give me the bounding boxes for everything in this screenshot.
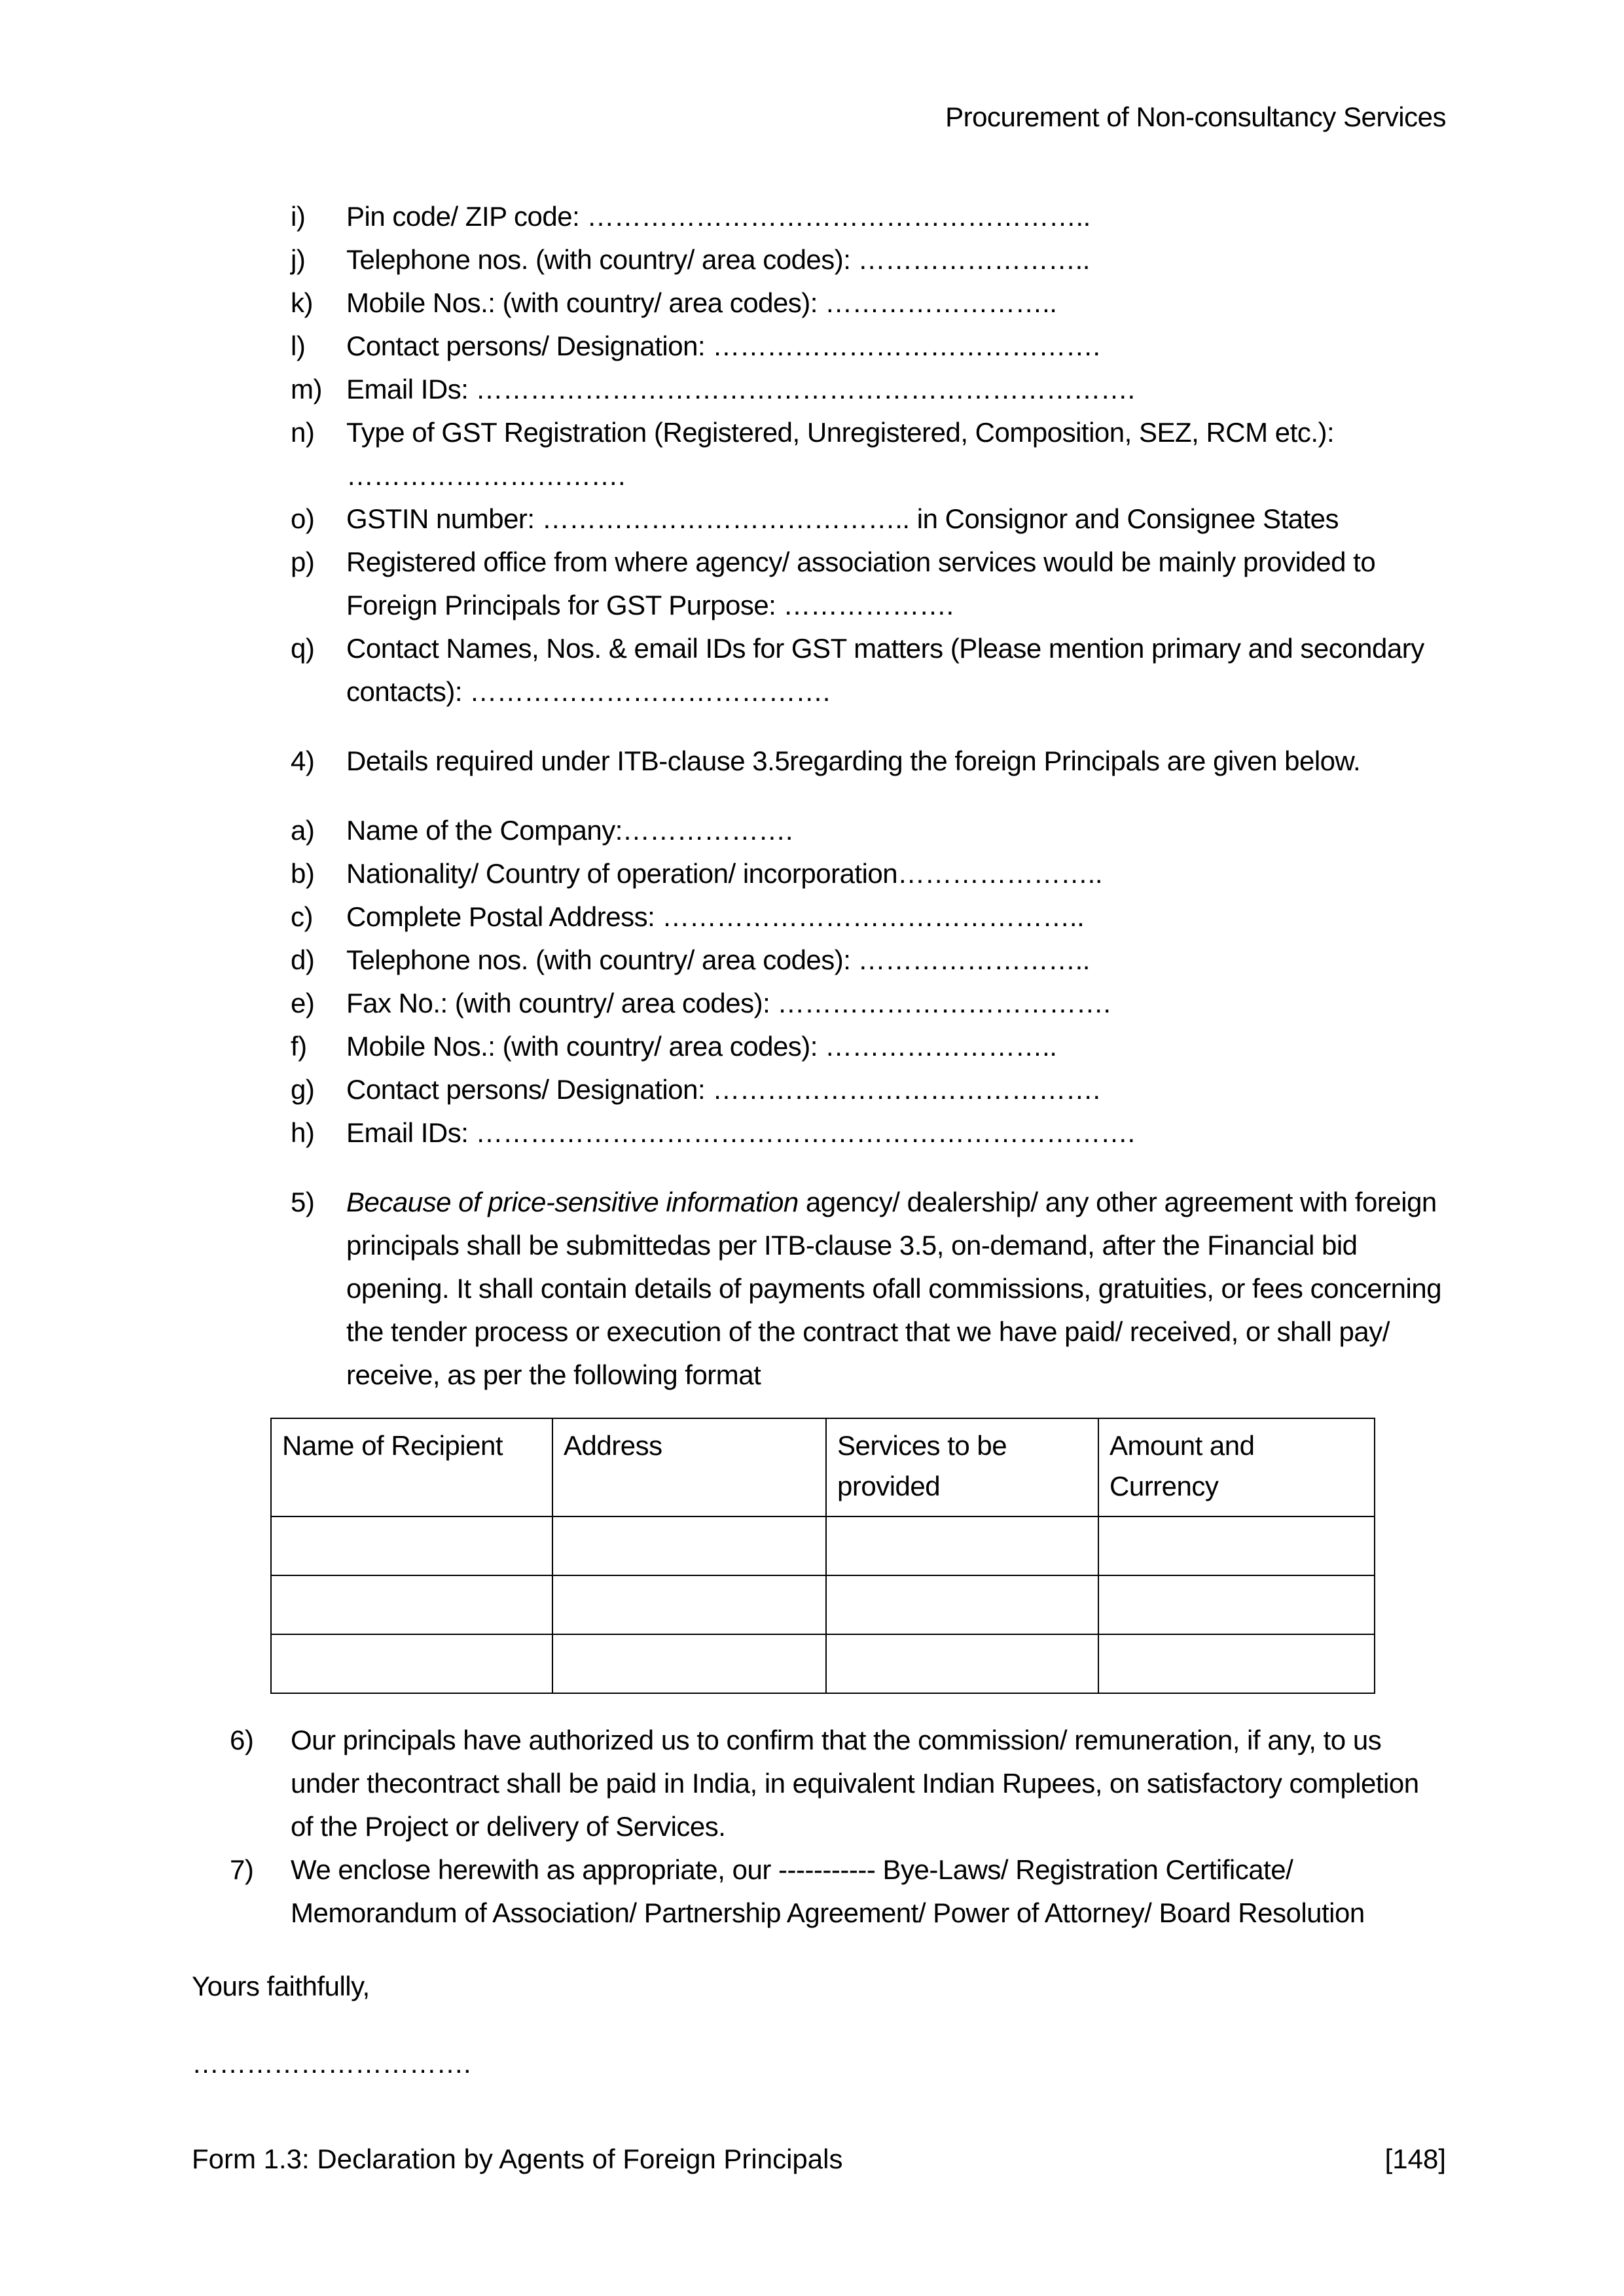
list-item-text: GSTIN number: ………………………………….. in Consignor and Consignee States [346, 503, 1339, 534]
commissions-table [270, 1418, 1375, 1694]
table-header-cell: Name of Recipient [271, 1418, 552, 1516]
gst-item-i [192, 195, 1446, 238]
list-item-text: Mobile Nos.: (with country/ area codes): …………………….. [346, 1031, 1057, 1062]
list-item-label: e) [291, 988, 315, 1018]
list-item-label: p) [291, 547, 315, 577]
list-item-text: Registered office from where agency/ association services would be mainly provided to Foreign Principals for GST Purpose: ………………. [346, 547, 1376, 620]
list-item-text [346, 411, 1446, 497]
list-item-text: Name of the Company:………………. [346, 815, 793, 846]
list-item-label: d) [291, 944, 315, 975]
table-cell [1098, 1516, 1375, 1575]
footer-form-title: Form 1.3: Declaration by Agents of Foreign Principals [192, 2144, 843, 2174]
gst-item-p [192, 541, 1446, 627]
list-item-text: Mobile Nos.: (with country/ area codes): …………………….. [346, 287, 1057, 318]
list-item-text: Telephone nos. (with country/ area codes): …………………….. [346, 244, 1090, 275]
list-item-label: j) [291, 244, 306, 275]
table-cell [1098, 1575, 1375, 1634]
gst-item-o [192, 497, 1446, 541]
principal-item-c [192, 895, 1446, 939]
list-item-label: 5) [291, 1187, 315, 1217]
list-item-label: 4) [291, 745, 315, 776]
list-item-text: Contact persons/ Designation: ……………………………………. [346, 1074, 1100, 1105]
table-cell [826, 1575, 1098, 1634]
principal-item-b [192, 852, 1446, 895]
signature-line: …………………………. [192, 2048, 471, 2079]
list-item-text: Complete Postal Address: ……………………………………….. [346, 901, 1085, 932]
list-item-text: Fax No.: (with country/ area codes): ………………………………. [346, 988, 1111, 1018]
table-cell [826, 1634, 1098, 1693]
table-cell [552, 1516, 826, 1575]
list-item-text: Pin code/ ZIP code: ……………………………………………….. [346, 201, 1091, 232]
principal-item-f [192, 1025, 1446, 1068]
list-item-text [346, 1181, 1446, 1397]
table-header-cell: Address [552, 1418, 826, 1516]
list-item-label: n) [291, 417, 315, 448]
table-cell [271, 1516, 552, 1575]
list-item-text: Our principals have authorized us to confirm that the commission/ remuneration, if any, to us under thecontract shall be paid in India, in equivalent Indian Rupees, on satisfactory completion of the Project or delivery of Services. [291, 1725, 1419, 1842]
list-item-text: Contact persons/ Designation: ……………………………………. [346, 331, 1100, 361]
list-item-label: m) [291, 374, 322, 404]
closing-salutation: Yours faithfully, [192, 1971, 370, 2001]
table-header-row [271, 1418, 1375, 1516]
gst-item-q [192, 627, 1446, 713]
list-item-text: Email IDs: ………………………………………………………………. [346, 1117, 1135, 1148]
list-item-label: h) [291, 1117, 315, 1148]
list-item-text: Email IDs: ………………………………………………………………. [346, 374, 1135, 404]
table-cell [271, 1575, 552, 1634]
gst-item-m [192, 368, 1446, 411]
list-item-label: l) [291, 331, 306, 361]
table-header-cell: Services to be provided [826, 1418, 1098, 1516]
list-item-label: a) [291, 815, 315, 846]
table-cell [552, 1634, 826, 1693]
list-item-label: b) [291, 858, 315, 889]
item5-rest-text: agency/ dealership/ any other agreement with foreign principals shall be submittedas per ITB-clause 3.5, on-demand, after the Financial bid opening. It shall contain details of payments ofall commissions, gratuities, or fees concerning the tender process or execution of the contract that we have paid/ received, or shall pay/ receive, as per the following format [346, 1187, 1442, 1390]
table-cell [826, 1516, 1098, 1575]
list-item-label: q) [291, 633, 315, 664]
list-item-text: Contact Names, Nos. & email IDs for GST matters (Please mention primary and secondary contacts): …………………………………. [346, 633, 1424, 707]
footer-page-number: [148] [1384, 2144, 1446, 2174]
list-item-label: 6) [230, 1725, 254, 1755]
list-item-label: k) [291, 287, 313, 318]
numbered-item-6 [192, 1719, 1446, 1848]
list-item-text-line1: Type of GST Registration (Registered, Unregistered, Composition, SEZ, RCM etc.): [346, 417, 1335, 448]
table-cell [271, 1634, 552, 1693]
principal-item-d [192, 939, 1446, 982]
table-row [271, 1634, 1375, 1693]
numbered-item-4 [192, 740, 1446, 783]
table-header-cell: Amount and Currency [1098, 1418, 1375, 1516]
list-item-text: Details required under ITB-clause 3.5regarding the foreign Principals are given below. [346, 745, 1361, 776]
list-item-label: i) [291, 201, 306, 232]
list-item-label: g) [291, 1074, 315, 1105]
list-item-text: Nationality/ Country of operation/ incorporation………………….. [346, 858, 1102, 889]
running-header: Procurement of Non-consultancy Services [945, 101, 1446, 132]
table-cell [1098, 1634, 1375, 1693]
principal-item-g [192, 1068, 1446, 1111]
principal-item-h [192, 1111, 1446, 1155]
list-item-text: We enclose herewith as appropriate, our ----------- Bye-Laws/ Registration Certificate/ Memorandum of Association/ Partnership Agreement/ Power of Attorney/ Board Resolution [291, 1854, 1365, 1928]
list-item-label: f) [291, 1031, 307, 1062]
list-item-text: Telephone nos. (with country/ area codes): …………………….. [346, 944, 1090, 975]
numbered-item-5 [192, 1181, 1446, 1397]
gst-item-l [192, 325, 1446, 368]
gst-item-k [192, 281, 1446, 325]
numbered-item-7 [192, 1848, 1446, 1935]
list-item-label: o) [291, 503, 315, 534]
table-cell [552, 1575, 826, 1634]
table-row [271, 1516, 1375, 1575]
gst-item-n [192, 411, 1446, 497]
list-item-label: 7) [230, 1854, 254, 1885]
principal-item-e [192, 982, 1446, 1025]
table-row [271, 1575, 1375, 1634]
item5-italic-text: Because of price-sensitive information [346, 1187, 799, 1217]
gst-item-j [192, 238, 1446, 281]
document-content [192, 195, 1446, 2085]
list-item-label: c) [291, 901, 313, 932]
footer [192, 2138, 1446, 2181]
list-item-text-line2: …………………………. [346, 460, 626, 491]
principal-item-a [192, 809, 1446, 852]
